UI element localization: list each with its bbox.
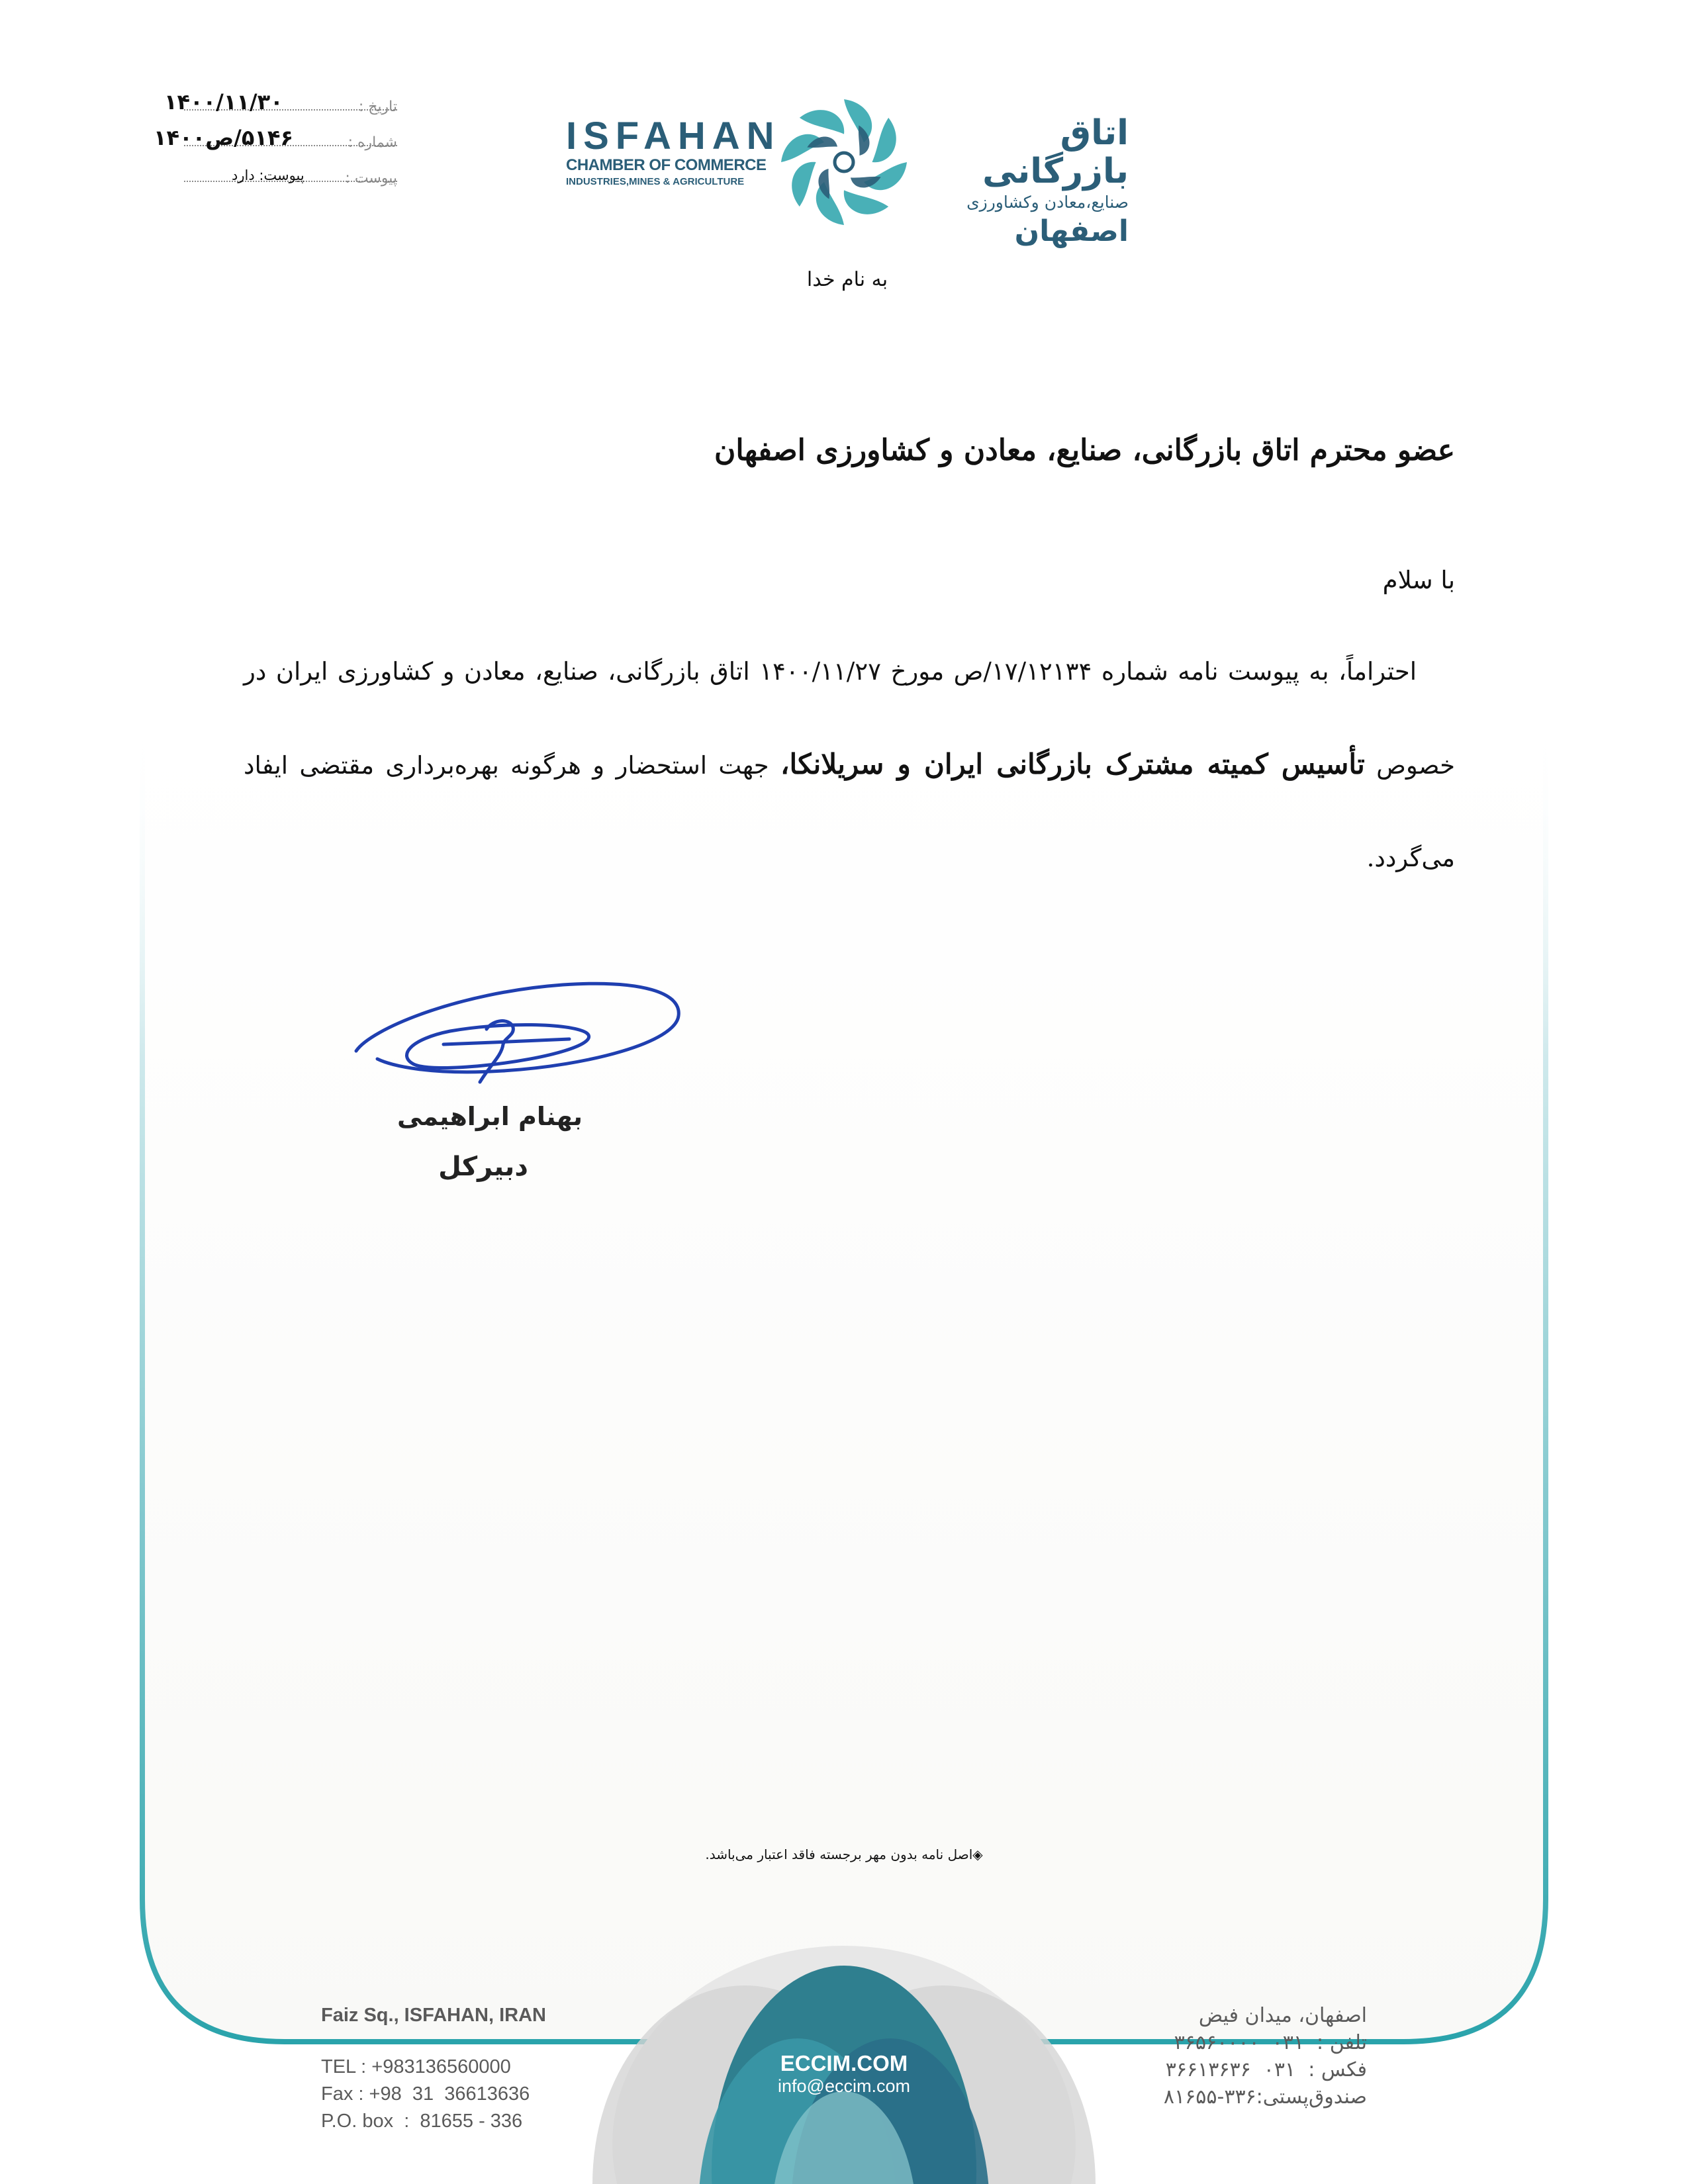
attachment-label: پیوست : [345, 170, 397, 187]
signer-title: دبیرکل [438, 1152, 528, 1182]
body-part-1: احتراماً، به پیوست نامه شماره ۱۷/۱۲۱۳۴/ص مورخ ۱۴۰۰/۱۱/۲۷ اتاق بازرگانی، صنایع، معادن و کشاورزی ایران در خصوص [244, 657, 1455, 780]
logo-en-subtitle: CHAMBER OF COMMERCE [566, 156, 767, 174]
number-row [146, 125, 397, 161]
footer-en-address: Faiz Sq., ISFAHAN, IRAN [321, 2005, 546, 2026]
body-part-2: جهت استحضار و هرگونه بهره‌برداری مقتضی ایفاد می‌گردد. [244, 751, 1455, 872]
letter-body [244, 625, 1455, 905]
letter-meta [146, 89, 397, 197]
logo-en-tagline: INDUSTRIES,MINES & AGRICULTURE [566, 176, 745, 187]
signature-image [351, 966, 688, 1105]
bismillah: به نام خدا [806, 268, 888, 291]
logo-fa-title: اتاق بازرگانی [982, 113, 1129, 191]
number-value: ۵۱۴۶/ص۱۴۰۰ [154, 125, 293, 150]
footer-fa-po: صندوق‌پستی:۳۳۶-۸۱۶۵۵ [1163, 2085, 1367, 2109]
signer-name: بهنام ابراهیمی [397, 1102, 583, 1131]
logo-persian [910, 114, 1129, 249]
addressee: عضو محترم اتاق بازرگانی، صنایع، معادن و کشاورزی اصفهان [714, 433, 1455, 467]
footer-en-tel: TEL : +983136560000 [321, 2056, 511, 2077]
footer-fa-address: اصفهان، میدان فیض [1198, 2004, 1367, 2027]
logo-english [566, 114, 781, 187]
footer-fa-fax: فکس : ۰۳۱ ۳۶۶۱۳۶۳۶ [1165, 2058, 1367, 2081]
validity-notice: ◈اصل نامه بدون مهر برجسته فاقد اعتبار می‌باشد. [705, 1846, 983, 1862]
body-subject: تأسیس کمیته مشترک بازرگانی ایران و سریلانکا، [780, 748, 1365, 780]
footer-website[interactable]: ECCIM.COM [780, 2051, 908, 2075]
date-label: تاریخ : [358, 99, 397, 115]
date-value: ۱۴۰۰/۱۱/۳۰ [164, 89, 283, 114]
chamber-emblem-icon [778, 96, 910, 228]
attachment-value: پیوست: دارد [232, 167, 305, 183]
footer-fa-tel: تلفن : ۰۳۱ ۳۶۵۶۰۰۰۰ [1174, 2031, 1367, 2054]
footer-email[interactable]: info@eccim.com [778, 2076, 910, 2096]
greeting: با سلام [1382, 566, 1455, 594]
attachment-row [146, 161, 397, 197]
footer-persian-contact [1164, 2002, 1367, 2111]
logo-en-title: ISFAHAN [566, 114, 781, 158]
number-label: شماره : [348, 134, 397, 151]
footer-en-po: P.O. box : 81655 - 336 [321, 2111, 523, 2132]
logo-fa-subtitle: صنایع،معادن وکشاورزی [966, 193, 1129, 212]
footer-english-contact [321, 2005, 546, 2135]
footer-en-fax: Fax : +98 31 36613636 [321, 2083, 530, 2105]
date-row [146, 89, 397, 125]
footer-web-contact [718, 2052, 970, 2097]
logo-fa-city: اصفهان [1014, 214, 1129, 248]
